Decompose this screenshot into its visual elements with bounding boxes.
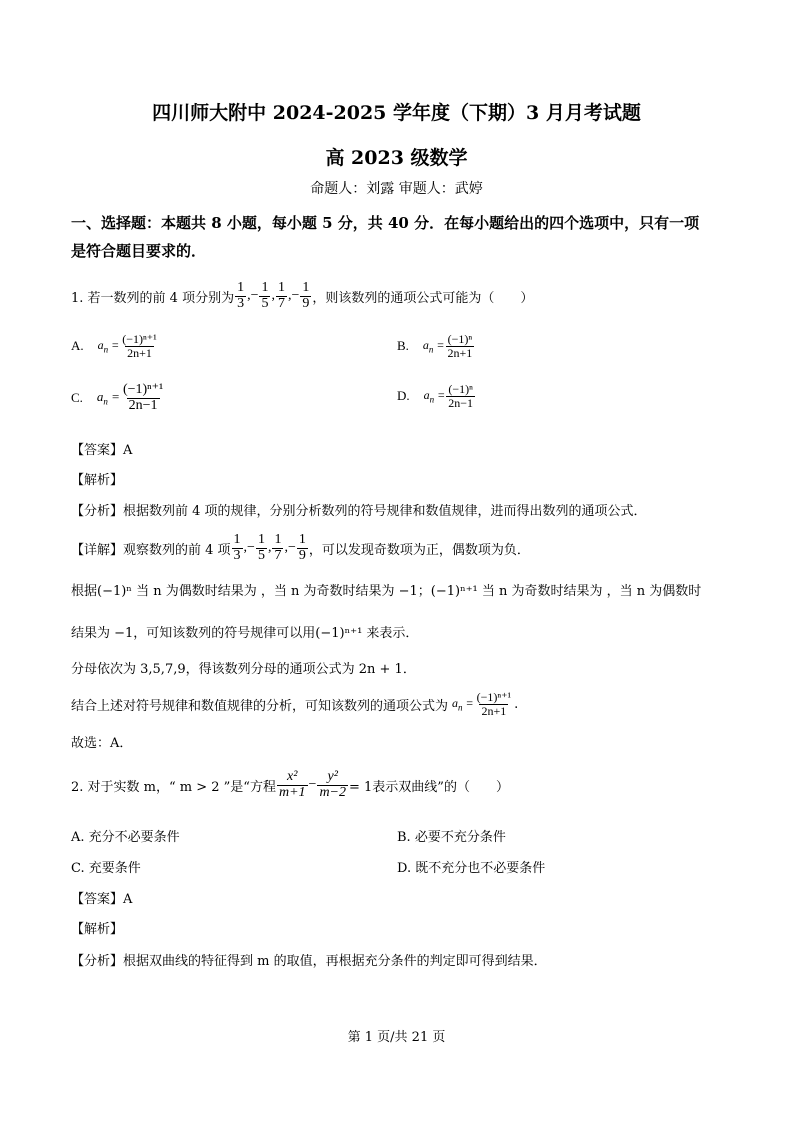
q1-fenxi: 【分析】根据数列前 4 项的规律，分别分析数列的符号规律和数值规律，进而得出数列的通项公式． (71, 504, 647, 519)
q1-choose: 故选：A． (71, 736, 133, 751)
q2-fenxi: 【分析】根据双曲线的特征得到 m 的取值，再根据充分条件的判定即可得到结果． (71, 954, 547, 969)
q1-line-c: 分母依次为 3,5,7,9，得该数列分母的通项公式为 2n + 1． (71, 662, 416, 677)
q1-option-b[interactable]: B. $a_n$ = $\frac{\text{(−1)ⁿ}}{2n+1}$ (397, 332, 473, 360)
q2-option-a[interactable]: A. 充分不必要条件 (71, 830, 180, 845)
question-1-suffix: ，则该数列的通项公式可能为（ ） (312, 290, 534, 306)
section-heading-line2: 是符合题目要求的． (71, 242, 207, 260)
q1-detail: 【详解】观察数列的前 4 项 $\frac{1}{3}$ ,− $\frac{1}{5}$ , $\frac{1}{7}$ ,− $\frac{1}{9}$ ，可以发现奇数项为正，偶数项为负． (71, 531, 530, 563)
q1-option-d[interactable]: D. $a_n$ = $\frac{\text{(−1)ⁿ}}{2n-1}$ (397, 382, 474, 410)
q1-line-b: 结果为 −1，可知该数列的符号规律可以用(−1)ⁿ⁺¹ 来表示． (71, 626, 419, 641)
q2-option-c[interactable]: C. 充要条件 (71, 861, 141, 876)
q2-option-b[interactable]: B. 必要不充分条件 (397, 830, 506, 845)
q2-jiexi: 【解析】 (71, 922, 124, 937)
seq-term-4: $\frac{1}{9}$ (302, 279, 310, 311)
q1-line-a: 根据(−1)ⁿ 当 n 为偶数时结果为 ，当 n 为奇数时结果为 −1；(−1)ⁿ⁺¹ 当 n 为奇数时结果为 ，当 n 为偶数时 (71, 584, 702, 599)
q1-line-d: 结合上述对符号规律和数值规律的分析，可知该数列的通项公式为 $a_n$ = $\frac{\text{(−1)ⁿ⁺¹}}{2n+1}$ . (71, 689, 519, 718)
q1-answer: 【答案】A (71, 443, 133, 458)
q1-option-a[interactable]: A. $a_n$ = $\frac{\text{(−1)ⁿ⁺¹}}{2n+1}$ (71, 332, 157, 360)
q1-jiexi: 【解析】 (71, 473, 124, 488)
exam-subtitle: 高 2023 级数学 (325, 147, 468, 169)
q1-option-c[interactable]: C. $a_n$ = $\frac{\text{(−1)ⁿ⁺¹}}{2n-1}$ (71, 382, 164, 413)
question-1: 1. 若一数列的前 4 项分别为 $\frac{1}{3}$ ,− $\frac{1}{5}$ , $\frac{1}{7}$ ,− $\frac{1}{9}$ ，则该数列的通项公式可能为（ ） (71, 279, 534, 311)
section-heading-line1: 一、选择题：本题共 8 小题，每小题 5 分，共 40 分．在每小题给出的四个选项中，只有一项 (71, 214, 700, 232)
seq-term-2: $\frac{1}{5}$ (261, 279, 269, 311)
seq-term-1: $\frac{1}{3}$ (237, 279, 245, 311)
question-1-prefix: 1. 若一数列的前 4 项分别为 (71, 290, 235, 306)
question-2: 2. 对于实数 m，“ m > 2 ”是“方程 $\frac{\text{x²}}{m+1}$ − $\frac{\text{y²}}{m-2}$ = 1表示双曲线”的（ ） (71, 768, 509, 800)
q2-option-d[interactable]: D. 既不充分也不必要条件 (397, 861, 546, 876)
seq-term-3: $\frac{1}{7}$ (277, 279, 285, 311)
q2-answer: 【答案】A (71, 892, 133, 907)
page-number: 第 1 页/共 21 页 (347, 1030, 446, 1045)
exam-title: 四川师大附中 2024-2025 学年度（下期）3 月月考试题 (152, 102, 641, 124)
exam-authors: 命题人：刘露 审题人：武婷 (310, 181, 483, 197)
